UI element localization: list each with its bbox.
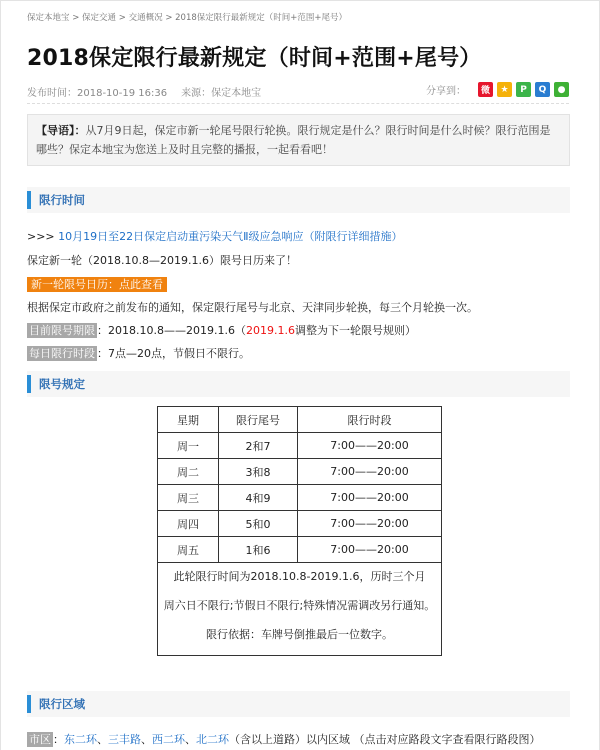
- area-line: [27, 731, 541, 747]
- table-cell: 5和0: [219, 511, 298, 537]
- breadcrumb-traffic[interactable]: 保定交通: [82, 13, 117, 23]
- breadcrumb-sep: >: [165, 13, 173, 23]
- breadcrumb-sep: >: [118, 13, 126, 23]
- table-cell: 周一: [158, 433, 219, 459]
- link-prefix: >>>: [27, 230, 59, 243]
- breadcrumb-home[interactable]: 保定本地宝: [27, 13, 70, 23]
- tencent-weibo-icon[interactable]: P: [516, 82, 531, 97]
- emergency-response-link[interactable]: 10月19日至22日保定启动重污染天气Ⅱ级应急响应（附限行详细措施）: [58, 230, 403, 243]
- table-header: 限行尾号: [219, 407, 298, 433]
- table-notes-row: [158, 563, 442, 656]
- section-header-rules: [27, 371, 570, 397]
- basis-text: 根据保定市政府之前发布的通知，保定限行尾号与北京、天津同步轮换，每三个月轮换一次。: [27, 301, 478, 314]
- table-row: [158, 511, 442, 537]
- road-link-sanfeng[interactable]: 三丰路: [108, 733, 141, 746]
- daily-line: [27, 345, 250, 361]
- table-cell: 周四: [158, 511, 219, 537]
- breadcrumb-sep: >: [72, 13, 80, 23]
- qzone-icon[interactable]: ★: [497, 82, 512, 97]
- page-title: 2018保定限行最新规定（时间+范围+尾号）: [27, 46, 482, 71]
- table-row: [158, 433, 442, 459]
- table-cell: 1和6: [219, 537, 298, 563]
- period-red-date: 2019.1.6: [245, 324, 295, 337]
- area-tag: 市区: [29, 733, 51, 746]
- note-period: 此轮限行时间为2018.10.8-2019.1.6，历时三个月: [173, 570, 426, 583]
- table-cell: 周三: [158, 485, 219, 511]
- table-cell: 7:00——20:00: [298, 511, 442, 537]
- table-cell: 7:00——20:00: [298, 459, 442, 485]
- table-cell: 周二: [158, 459, 219, 485]
- breadcrumb-current: 2018保定限行最新规定（时间+范围+尾号）: [175, 13, 348, 23]
- share-label: 分享到：: [426, 86, 466, 97]
- note-basis: 限行依据：车牌号倒推最后一位数字。: [206, 628, 393, 641]
- section-title: 限行时间: [39, 193, 85, 207]
- table-cell: 7:00——20:00: [298, 433, 442, 459]
- road-sep: 、: [185, 733, 196, 746]
- table-row: [158, 485, 442, 511]
- share-bar: [426, 82, 569, 97]
- table-notes: [158, 563, 442, 656]
- road-link-north2[interactable]: 北二环: [196, 733, 229, 746]
- table-row: [158, 459, 442, 485]
- section-header-area: [27, 691, 570, 717]
- table-cell: 3和8: [219, 459, 298, 485]
- table-cell: 7:00——20:00: [298, 485, 442, 511]
- restriction-table: [157, 406, 442, 656]
- new-round-text: 保定新一轮（2018.10.8—2019.1.6）限号日历来了！: [27, 254, 297, 267]
- calendar-link[interactable]: 新一轮限号日历：点此查看: [27, 277, 167, 292]
- lead-text: 从7月9日起，保定市新一轮尾号限行轮换。限行规定是什么？限行时间是什么时候？限行范围是哪些？保定本地宝为您送上及时且完整的播报，一起看看吧！: [36, 124, 551, 156]
- table-header: 星期: [158, 407, 219, 433]
- lead-tag: 【导语】：: [36, 124, 86, 137]
- daily-text: ：7点—20点，节假日不限行。: [97, 347, 250, 360]
- section-accent: [27, 191, 31, 209]
- table-cell: 7:00——20:00: [298, 537, 442, 563]
- table-cell: 2和7: [219, 433, 298, 459]
- section-accent: [27, 695, 31, 713]
- period-line: [27, 322, 416, 338]
- area-tail: （含以上道路）以内区域 （点击对应路段文字查看限行路段图）: [229, 733, 541, 746]
- weibo-icon[interactable]: 微: [478, 82, 493, 97]
- emergency-link-line: [27, 228, 403, 244]
- calendar-line: [27, 276, 167, 292]
- period-tag: 目前限号期限: [29, 324, 95, 337]
- publish-time: 发布时间：2018-10-19 16:36: [27, 88, 168, 99]
- daily-tag: 每日限行时段: [29, 347, 95, 360]
- section-title: 限号规定: [39, 377, 85, 391]
- road-sep: 、: [97, 733, 108, 746]
- table-header-row: [158, 407, 442, 433]
- lead-summary: [27, 114, 570, 166]
- breadcrumb-overview[interactable]: 交通概况: [128, 13, 163, 23]
- breadcrumb: [27, 11, 347, 23]
- article-meta: [27, 84, 261, 99]
- period-text: ：2018.10.8——2019.1.6（: [97, 324, 246, 337]
- note-weekend: 周六日不限行;节假日不限行;特殊情况需调改另行通知。: [163, 599, 436, 612]
- road-link-west2[interactable]: 西二环: [152, 733, 185, 746]
- area-colon: ：: [53, 733, 64, 746]
- road-link-east2[interactable]: 东二环: [64, 733, 97, 746]
- article-source: 来源：保定本地宝: [181, 88, 262, 99]
- table-cell: 4和9: [219, 485, 298, 511]
- section-title: 限行区域: [39, 697, 85, 711]
- table-header: 限行时段: [298, 407, 442, 433]
- divider: [27, 103, 569, 104]
- section-header-time: [27, 187, 570, 213]
- wechat-icon[interactable]: ●: [554, 82, 569, 97]
- table-row: [158, 537, 442, 563]
- road-sep: 、: [141, 733, 152, 746]
- section-accent: [27, 375, 31, 393]
- table-cell: 周五: [158, 537, 219, 563]
- qq-icon[interactable]: Q: [535, 82, 550, 97]
- period-tail: 调整为下一轮限号规则）: [294, 324, 416, 337]
